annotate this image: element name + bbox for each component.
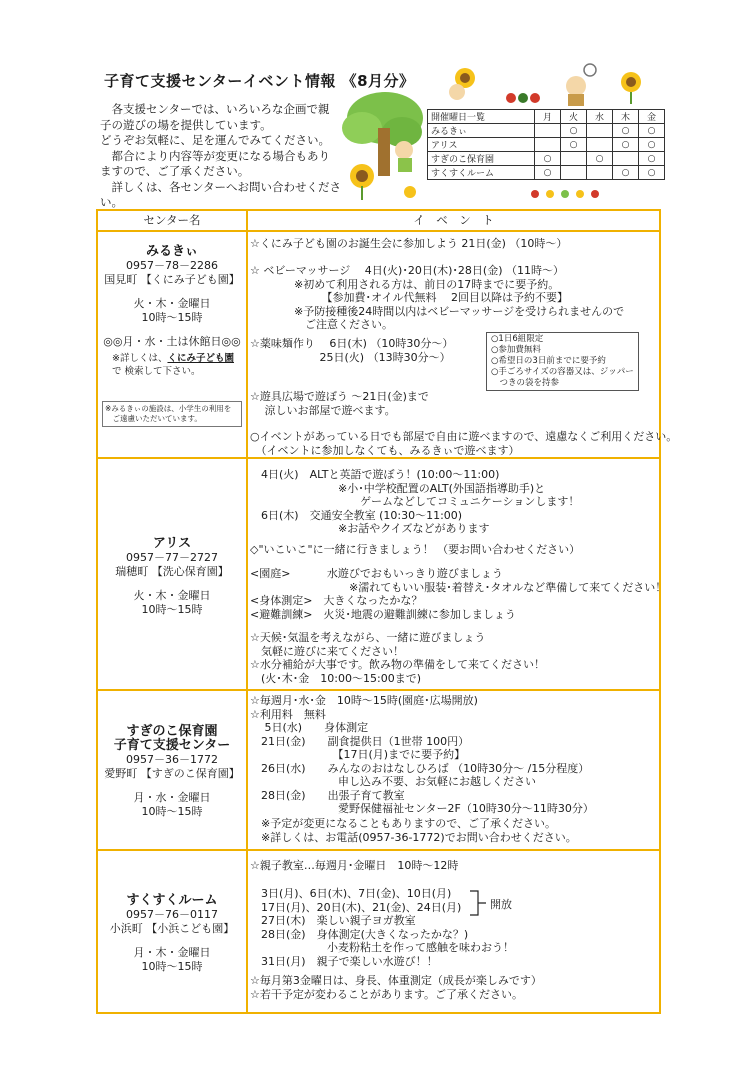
intro-text — [100, 102, 342, 211]
yakumi-note-box: ○1日6組限定 ○参加費無料 ○希望日の3日前までに要予約 ○手ごろサイズの容器又は、ジッパー つきの袋を持参 — [486, 332, 639, 391]
event-item: ※予定が変更になることもありますので、ご了承ください。 ※詳しくは、お電話(0957-36-1772)でお問い合わせください。 — [260, 817, 577, 844]
schedule-cell — [587, 166, 613, 180]
center-hours: 10時～15時 — [141, 603, 203, 616]
schedule-cell: ○ — [639, 138, 665, 152]
intro-line: 詳しくは、各センターへお問い合わせくださ — [100, 179, 342, 194]
center-hours: 10時～15時 — [141, 311, 203, 324]
intro-line: どうぞお気軽に、足を運んでみてください。 — [100, 133, 330, 147]
page-title: 子育て支援センターイベント情報 《8月分》 — [104, 72, 415, 90]
intro-line: 都合により内容等が変更になる場合もあり — [100, 148, 330, 163]
event-item: ☆くにみ子ども園のお誕生会に参加しよう 21日(金) （10時～） — [250, 237, 568, 250]
schedule-header: 木 — [613, 110, 639, 124]
event-item: ☆ ベビーマッサージ 4日(火)･20日(木)･28日(金) （11時～） ※初めて利用される方は、前日の17時までに要予約。 【参加費･オイル代無料 2回目以降は予約不要】 ※予防接種後24時間以内はベビーマッサージを受けられませんので ご注意ください。 — [250, 264, 625, 331]
column-divider — [246, 211, 248, 1012]
center-days: 火・木・金曜日 — [133, 297, 211, 310]
row-divider — [98, 849, 659, 851]
schedule-header-row — [428, 110, 665, 124]
row-divider — [98, 457, 659, 459]
center-location: 瑞穂町 【洗心保育園】 — [115, 565, 229, 578]
event-item: ☆天候･気温を考えながら、一緒に遊びましょう 気軽に遊びに来てください！ ☆水分補給が大事です。飲み物の準備をして来てください！ (火･木･金 10:00～15:00まで) — [250, 631, 545, 685]
open-label: 開放 — [490, 898, 512, 911]
search-keyword: くにみ子ども園 — [167, 353, 234, 364]
center-location: 国見町 【くにみ子ども園】 — [104, 273, 240, 286]
center-info-suginoko — [98, 725, 246, 819]
search-hint — [98, 352, 246, 378]
schedule-cell: ○ — [587, 152, 613, 166]
schedule-cell: ○ — [613, 138, 639, 152]
schedule-row — [428, 124, 665, 138]
header-event: イ ベ ン ト — [413, 213, 494, 227]
schedule-cell — [613, 152, 639, 166]
event-item: ○イベントがあっている日でも部屋で自由に遊べますので、遠慮なくご利用ください。 （イベントに参加しなくても、みるきぃで遊べます） — [250, 430, 678, 457]
schedule-row — [428, 166, 665, 180]
event-item: ☆親子教室…毎週月･金曜日 10時～12時 — [250, 859, 459, 872]
center-days: 月・水・金曜日 — [133, 791, 211, 804]
intro-line: い。 — [100, 195, 123, 209]
schedule-header: 火 — [561, 110, 587, 124]
schedule-cell — [535, 138, 561, 152]
event-item: 4日(火) ALTと英語で遊ぼう！(10:00～11:00) ※小･中学校配置のALT(外国語指導助手)と ゲームなどしてコミュニケーションします！ 6日(木) 交通安全教室 (10:30～11:00) ※お話やクイズなどがあります — [260, 468, 580, 535]
schedule-cell: ○ — [613, 166, 639, 180]
schedule-cell: ○ — [561, 124, 587, 138]
events-table — [96, 209, 678, 1014]
schedule-cell: すぎのこ保育園 — [428, 152, 535, 166]
search-hint-text: ※詳しくは、 — [112, 353, 168, 364]
flower-border-illustration — [400, 180, 610, 205]
center-phone: 0957－78－2286 — [126, 259, 218, 272]
center-info-sukusuku — [98, 894, 246, 974]
center-hours: 10時～15時 — [141, 960, 203, 973]
intro-line: 子の遊びの場を提供しています。 — [100, 117, 272, 132]
row-divider — [98, 230, 659, 232]
schedule-cell: ○ — [535, 152, 561, 166]
row-divider — [98, 689, 659, 691]
milky-note: ※みるきぃの施設は、小学生の利用を ご遠慮いただいています。 — [102, 401, 242, 427]
schedule-cell — [587, 138, 613, 152]
sunflower-illustration-right — [615, 70, 647, 105]
event-item: ☆毎週月･水･金 10時～15時(園庭･広場開放) ☆利用料 無料 5日(水) 身体測定 21日(金) 副食提供日（1世帯 100円） 【17日(月)までに要予約】 26日(水) みんなのおはなしひろば （10時30分～ /15分程度） 申し込み不要、お気軽にお越しください 28日(金) 出張子育て教室 愛野保健福祉センター2F（10時30分～11時30分） — [250, 694, 594, 815]
schedule-cell: ○ — [639, 166, 665, 180]
center-location: 愛野町 【すぎのこ保育園】 — [104, 767, 240, 780]
center-name: アリス — [152, 536, 192, 551]
center-days: 月・木・金曜日 — [133, 946, 211, 959]
schedule-cell: ○ — [535, 166, 561, 180]
schedule-header: 水 — [587, 110, 613, 124]
schedule-cell: ○ — [639, 124, 665, 138]
event-item: 3日(月)、6日(木)、7日(金)、10日(月) 17日(月)、20日(木)、21(金)、24日(月) 27日(木) 楽しい親子ヨガ教室 28日(金) 身体測定(大きくなったかな？) 小麦粉粘土を作って感触を味わおう！ 31日(月) 親子で楽しい水遊び！！ — [260, 887, 514, 968]
center-phone: 0957－77－2727 — [126, 551, 218, 564]
center-hours: 10時～15時 — [141, 805, 203, 818]
search-hint-text: で 検索して下さい。 — [112, 366, 201, 377]
schedule-row — [428, 152, 665, 166]
center-name: すぎのこ保育園 — [126, 724, 218, 739]
center-phone: 0957－76－0117 — [126, 908, 218, 921]
center-name-sub: 子育て支援センター — [113, 738, 231, 753]
closed-days: ◎◎月・水・土は休館日◎◎ — [103, 335, 241, 348]
event-item: ☆薬味麺作り 6日(木) （10時30分～） 25日(火) （13時30分～） — [250, 337, 454, 364]
schedule-cell — [561, 152, 587, 166]
event-item: ◇"いこいこ"に一緒に行きましょう！ （要お問い合わせください） — [250, 543, 581, 556]
schedule-header: 月 — [535, 110, 561, 124]
sunflower-child-illustration — [445, 66, 481, 104]
ladybugs-illustration — [505, 88, 545, 106]
schedule-cell: すくすくルーム — [428, 166, 535, 180]
center-phone: 0957－36－1772 — [126, 753, 218, 766]
event-item: <園庭> 水遊びでおもいっきり遊びましょう ※濡れてもいい服装･着替え･タオルなど準備して来てください！ <身体測定> 大きくなったかな？ <避難訓練> 火災･地震の避難訓練に参加しましょう — [250, 567, 667, 621]
schedule-cell — [587, 124, 613, 138]
schedule-row — [428, 138, 665, 152]
schedule-table — [427, 109, 665, 180]
event-item: ☆毎月第3金曜日は、身長、体重測定（成長が楽しみです） ☆若干予定が変わることがあります。ご了承ください。 — [250, 974, 542, 1001]
sunflower-illustration — [342, 160, 382, 200]
schedule-cell: みるきぃ — [428, 124, 535, 138]
schedule-cell — [561, 166, 587, 180]
schedule-cell: ○ — [561, 138, 587, 152]
intro-line: 各支援センターでは、いろいろな企画で親 — [100, 102, 330, 116]
event-item: ☆遊具広場で遊ぼう ～21日(金)まで 涼しいお部屋で遊べます。 — [250, 390, 429, 417]
header-center-name: センター名 — [143, 213, 201, 227]
schedule-cell: ○ — [639, 152, 665, 166]
schedule-header: 金 — [639, 110, 665, 124]
schedule-header: 開催曜日一覧 — [428, 110, 535, 124]
bracket-icon — [468, 889, 488, 917]
schedule-cell: アリス — [428, 138, 535, 152]
schedule-cell: ○ — [613, 124, 639, 138]
center-location: 小浜町 【小浜こども園】 — [109, 922, 235, 935]
center-name: すくすくルーム — [126, 893, 218, 908]
center-days: 火・木・金曜日 — [133, 589, 211, 602]
child-with-net-illustration — [562, 62, 598, 107]
intro-line: ますので、ご了承ください。 — [100, 164, 250, 178]
center-info-alice — [98, 537, 246, 617]
center-name: みるきぃ — [145, 244, 198, 259]
schedule-cell — [535, 124, 561, 138]
center-info-milky — [98, 245, 246, 378]
